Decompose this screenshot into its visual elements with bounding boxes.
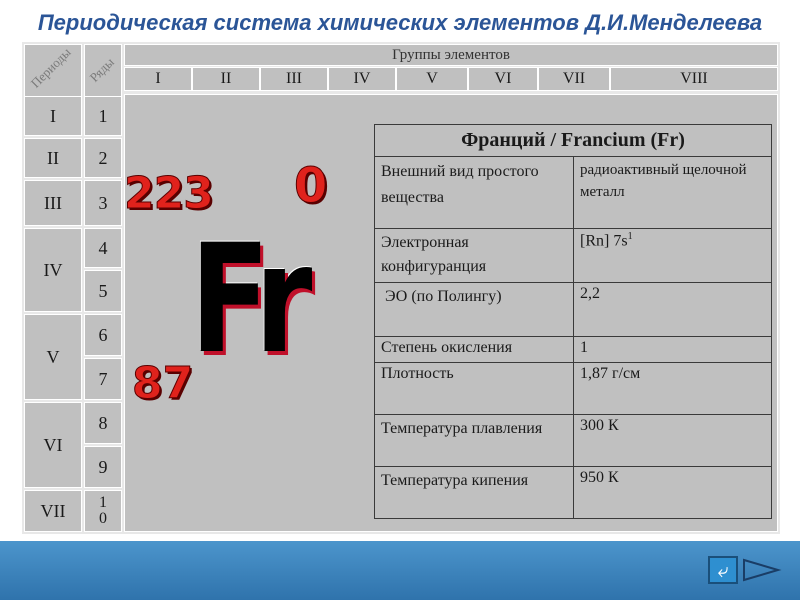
- row-6[interactable]: 6: [84, 314, 122, 356]
- periods-header: Периоды: [27, 44, 74, 91]
- group-8[interactable]: VIII: [610, 67, 778, 91]
- row-8[interactable]: 8: [84, 402, 122, 444]
- arrow-right-icon: [742, 556, 782, 584]
- period-7[interactable]: VII: [24, 490, 82, 532]
- row-1[interactable]: 1: [84, 96, 122, 136]
- row-7[interactable]: 7: [84, 358, 122, 400]
- element-info-table: [374, 124, 772, 519]
- period-4[interactable]: IV: [24, 228, 82, 312]
- oxidation-state: 0: [294, 158, 328, 214]
- period-5[interactable]: V: [24, 314, 82, 400]
- info-value-config: [574, 229, 772, 283]
- info-value: радиоактивный щелочной металл: [574, 157, 772, 229]
- info-value: 300 К: [574, 415, 772, 467]
- info-label: Внешний вид простого вещества: [375, 157, 574, 229]
- info-label: Плотность: [375, 363, 574, 415]
- group-7[interactable]: VII: [538, 67, 610, 91]
- bottom-bar: [0, 541, 800, 600]
- period-6[interactable]: VI: [24, 402, 82, 488]
- info-value: 2,2: [574, 283, 772, 337]
- period-1[interactable]: I: [24, 96, 82, 136]
- group-4[interactable]: IV: [328, 67, 396, 91]
- group-1[interactable]: I: [124, 67, 192, 91]
- page-title: Периодическая система химических элементов Д.И.Менделеева: [37, 10, 763, 35]
- config-value: [Rn] 7s: [580, 232, 628, 250]
- atomic-number: 87: [132, 358, 194, 409]
- period-3[interactable]: III: [24, 180, 82, 226]
- info-label: Электронная конфигуранция: [375, 229, 574, 283]
- config-sup: 1: [627, 231, 633, 242]
- row-2[interactable]: 2: [84, 138, 122, 178]
- row-9[interactable]: 9: [84, 446, 122, 488]
- info-value: 1: [574, 337, 772, 363]
- group-2[interactable]: II: [192, 67, 260, 91]
- row-3[interactable]: 3: [84, 180, 122, 226]
- element-symbol: Fr: [190, 213, 305, 387]
- group-5[interactable]: V: [396, 67, 468, 91]
- info-label: Температура плавления: [375, 415, 574, 467]
- row-10[interactable]: 1 0: [84, 490, 122, 532]
- next-button[interactable]: [742, 556, 782, 584]
- period-2[interactable]: II: [24, 138, 82, 178]
- atomic-mass: 223: [124, 168, 213, 219]
- group-6[interactable]: VI: [468, 67, 538, 91]
- info-table-header: Франций / Francium (Fr): [375, 125, 772, 157]
- info-label: Температура кипения: [375, 467, 574, 519]
- info-value: 1,87 г/см: [574, 363, 772, 415]
- return-icon: ⤶: [717, 558, 729, 582]
- group-3[interactable]: III: [260, 67, 328, 91]
- info-label: Степень окисления: [375, 337, 574, 363]
- info-value: 950 К: [574, 467, 772, 519]
- info-label: ЭО (по Полингу): [375, 283, 574, 337]
- row-5[interactable]: 5: [84, 270, 122, 312]
- row-4[interactable]: 4: [84, 228, 122, 268]
- return-button[interactable]: [708, 556, 738, 584]
- rows-header: Ряды: [86, 54, 117, 85]
- groups-title: Группы элементов: [124, 44, 778, 66]
